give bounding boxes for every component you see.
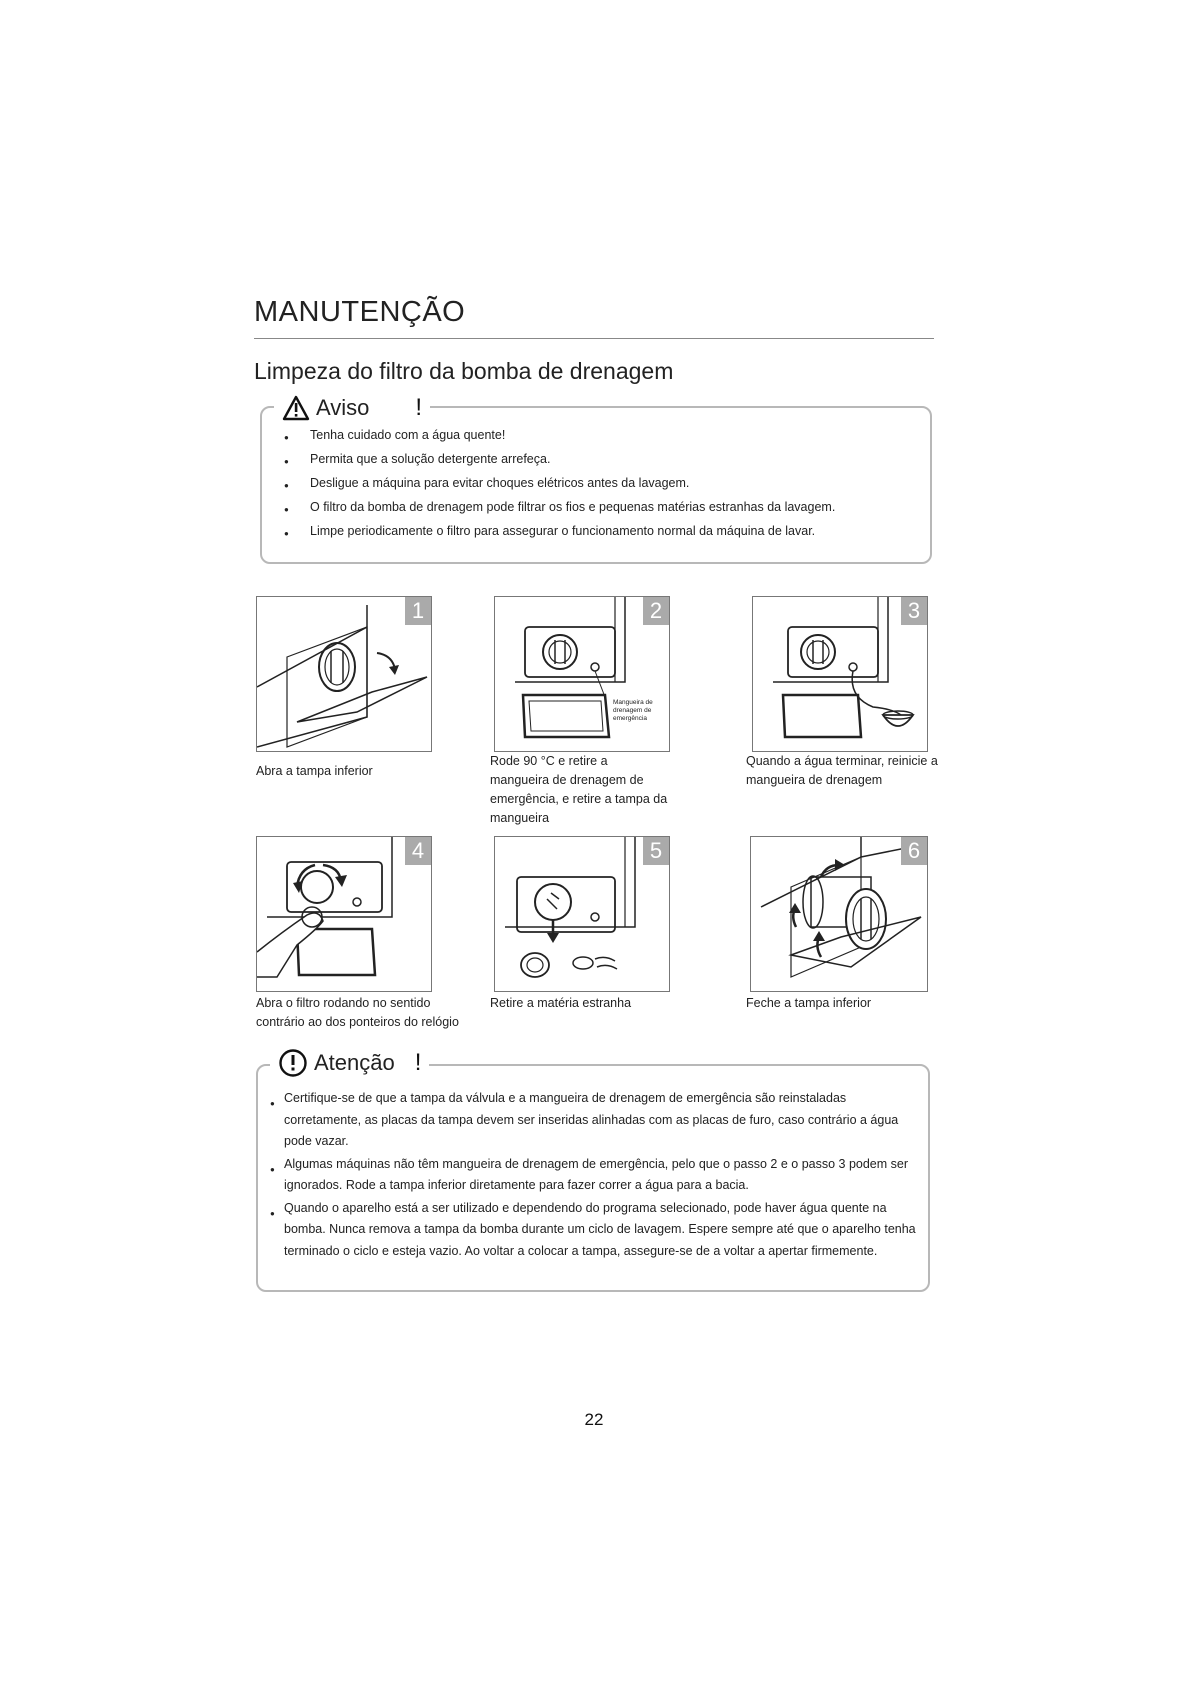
list-item: ● Desligue a máquina para evitar choques elétricos antes da lavagem. [270,474,910,498]
page-title: MANUTENÇÃO [254,296,466,328]
step-6-figure [750,836,928,992]
step-6-caption: Feche a tampa inferior [746,996,872,1010]
list-item: ● Limpe periodicamente o filtro para assegurar o funcionamento normal da máquina de lavar. [270,522,910,546]
step-5-figure [494,836,670,992]
step-1-figure [256,596,432,752]
step-4-figure [256,836,432,992]
step-5-caption: Retire a matéria estranha [490,996,632,1010]
list-item: ● O filtro da bomba de drenagem pode filtrar os fios e pequenas matérias estranhas da lavagem. [270,498,910,522]
caution-exclamation: ! [414,1049,422,1076]
caution-list [266,1088,916,1263]
list-item: ● Tenha cuidado com a água quente! [270,426,910,450]
step-number-badge: 6 [901,837,927,865]
warning-exclamation: ! [415,394,423,421]
step-4-caption: Abra o filtro rodando no sentido contrário ao dos ponteiros do relógio [256,996,459,1029]
step-2-figure [494,596,670,752]
caution-title: Atenção [314,1050,395,1075]
page-number: 22 [584,1410,604,1429]
step-number-badge: 5 [643,837,669,865]
warning-triangle-icon [282,395,310,421]
step-3-figure [752,596,928,752]
list-item: ● Certifique-se de que a tampa da válvula e a mangueira de drenagem de emergência são reinstaladas corretamente, as placas da tampa devem ser inseridas alinhadas com as placas de furo, caso contrário a água pode vazar. [266,1088,916,1153]
step-number-badge: 4 [405,837,431,865]
step-number-badge: 1 [405,597,431,625]
hose-label: Mangueira de drenagem de emergência [613,699,653,722]
step-number-badge: 3 [901,597,927,625]
list-item: ● Algumas máquinas não têm mangueira de drenagem de emergência, pelo que o passo 2 e o passo 3 podem ser ignorados. Rode a tampa inferior diretamente para fazer correr a água para a bacia. [266,1154,916,1197]
step-3-caption: Quando a água terminar, reinicie a mangueira de drenagem [746,754,938,787]
warning-list [270,426,910,546]
caution-header [270,1048,429,1078]
list-item: ● Quando o aparelho está a ser utilizado e dependendo do programa selecionado, pode haver água quente na bomba. Nunca remova a tampa da bomba durante um ciclo de lavagem. Espere sempre até que o aparelho tenha terminado o ciclo e esteja vazio. Ao voltar a colocar a tampa, assegure-se de a voltar a apertar firmemente. [266,1198,916,1263]
list-item: ● Permita que a solução detergente arrefeça. [270,450,910,474]
step-2-caption: Rode 90 °C e retire a mangueira de drenagem de emergência, e retire a tampa da mangueira [490,754,668,825]
section-subtitle: Limpeza do filtro da bomba de drenagem [254,358,674,384]
warning-header [274,394,430,422]
warning-title: Aviso [316,395,370,420]
title-divider [254,338,934,339]
step-1-caption: Abra a tampa inferior [256,764,373,778]
caution-circle-icon [278,1048,308,1078]
step-number-badge: 2 [643,597,669,625]
